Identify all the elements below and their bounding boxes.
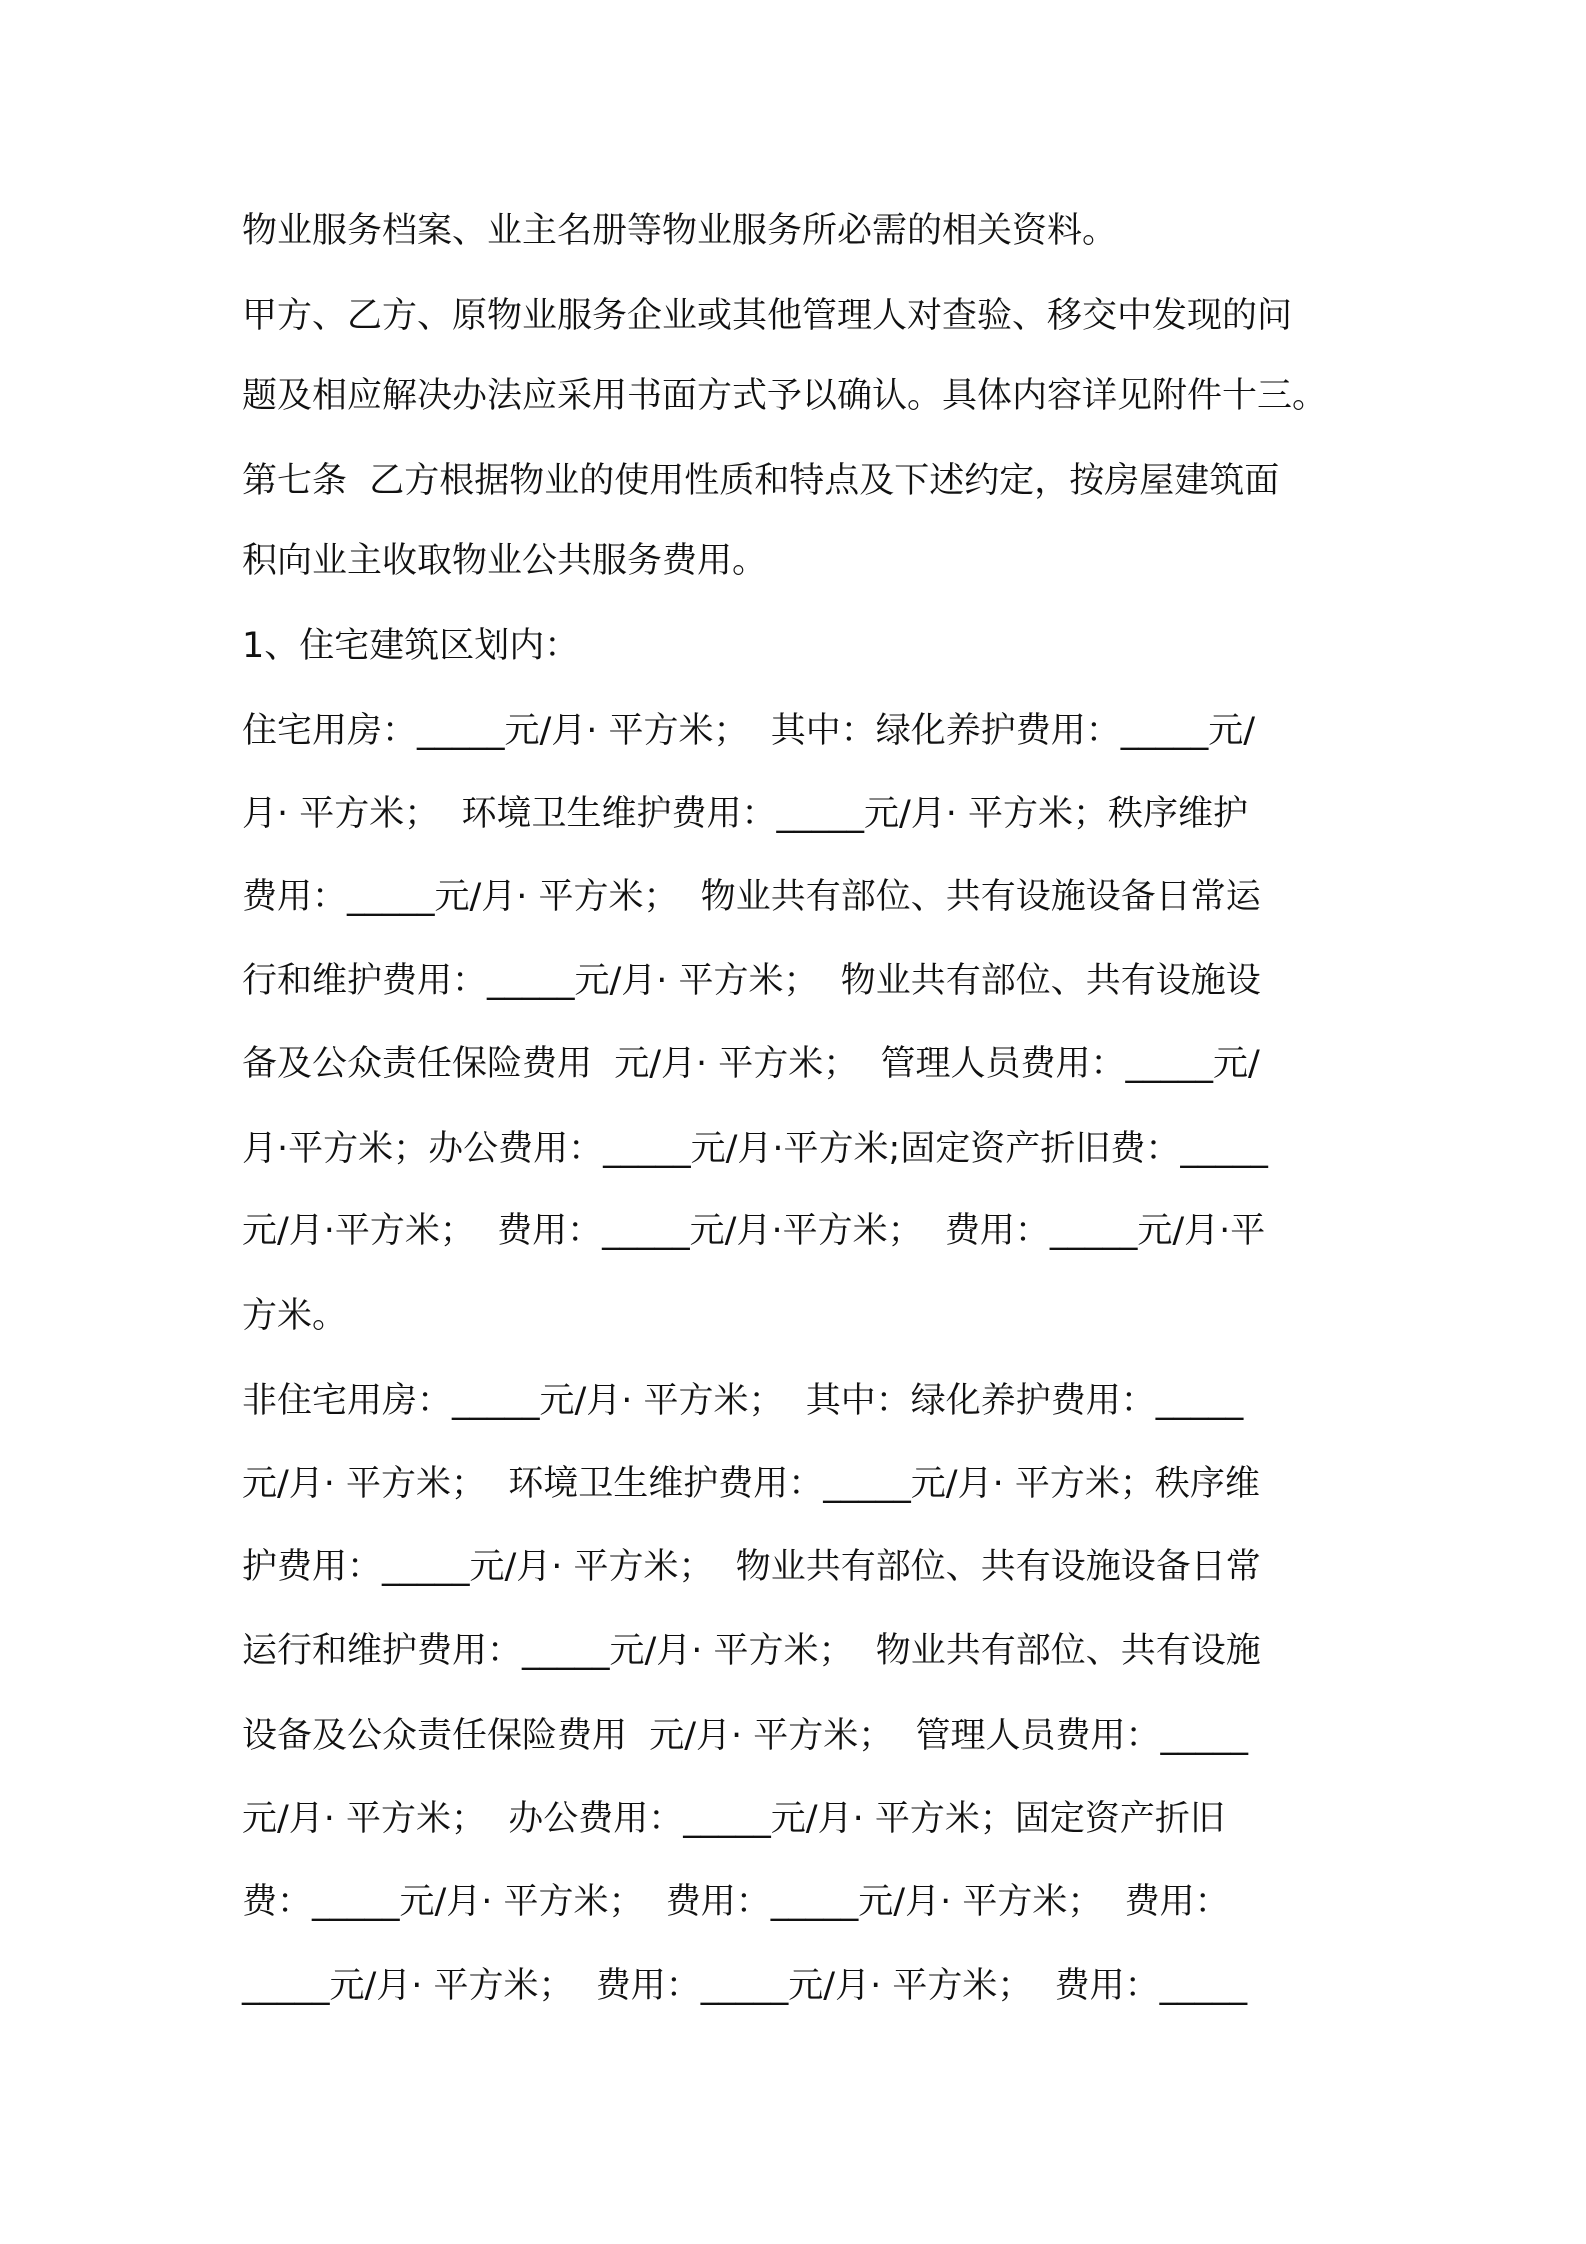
- text-line: 费：_____元/月· 平方米； 费用：_____元/月· 平方米； 费用：: [242, 1882, 1230, 1922]
- text-line: 运行和维护费用：_____元/月· 平方米； 物业共有部位、共有设施: [242, 1631, 1261, 1671]
- text-line: 备及公众责任保险费用 元/月· 平方米； 管理人员费用：_____元/: [242, 1044, 1260, 1084]
- text-line: 题及相应解决办法应采用书面方式予以确认。具体内容详见附件十三。: [242, 376, 1328, 416]
- text-line: 月· 平方米； 环境卫生维护费用：_____元/月· 平方米；秩序维护: [242, 794, 1249, 834]
- text-line: 积向业主收取物业公共服务费用。: [242, 541, 768, 581]
- text-line: 元/月· 平方米； 办公费用：_____元/月· 平方米；固定资产折旧: [242, 1799, 1225, 1839]
- text-line: 行和维护费用：_____元/月· 平方米； 物业共有部位、共有设施设: [242, 961, 1261, 1001]
- text-line: 月·平方米；办公费用：_____元/月·平方米;固定资产折旧费：_____: [242, 1129, 1268, 1169]
- text-line: 物业服务档案、业主名册等物业服务所必需的相关资料。: [242, 211, 1118, 251]
- text-line: 甲方、乙方、原物业服务企业或其他管理人对查验、移交中发现的问: [242, 296, 1293, 336]
- text-line: 护费用：_____元/月· 平方米； 物业共有部位、共有设施设备日常: [242, 1547, 1261, 1587]
- text-line: 费用：_____元/月· 平方米； 物业共有部位、共有设施设备日常运: [242, 877, 1261, 917]
- text-line: 方米。: [242, 1296, 348, 1336]
- text-line: _____元/月· 平方米； 费用：_____元/月· 平方米； 费用：_____: [242, 1966, 1248, 2006]
- text-line: 设备及公众责任保险费用 元/月· 平方米； 管理人员费用：_____: [242, 1716, 1249, 1756]
- text-line: 元/月· 平方米； 环境卫生维护费用：_____元/月· 平方米；秩序维: [242, 1464, 1260, 1504]
- text-line: 第七条 乙方根据物业的使用性质和特点及下述约定，按房屋建筑面: [242, 461, 1280, 501]
- text-line: 非住宅用房：_____元/月· 平方米； 其中：绿化养护费用：_____: [242, 1381, 1244, 1421]
- text-line: 住宅用房：_____元/月· 平方米； 其中：绿化养护费用：_____元/: [242, 711, 1256, 751]
- text-line: 1、住宅建筑区划内：: [242, 626, 580, 666]
- text-line: 元/月·平方米； 费用：_____元/月·平方米； 费用：_____元/月·平: [242, 1211, 1266, 1251]
